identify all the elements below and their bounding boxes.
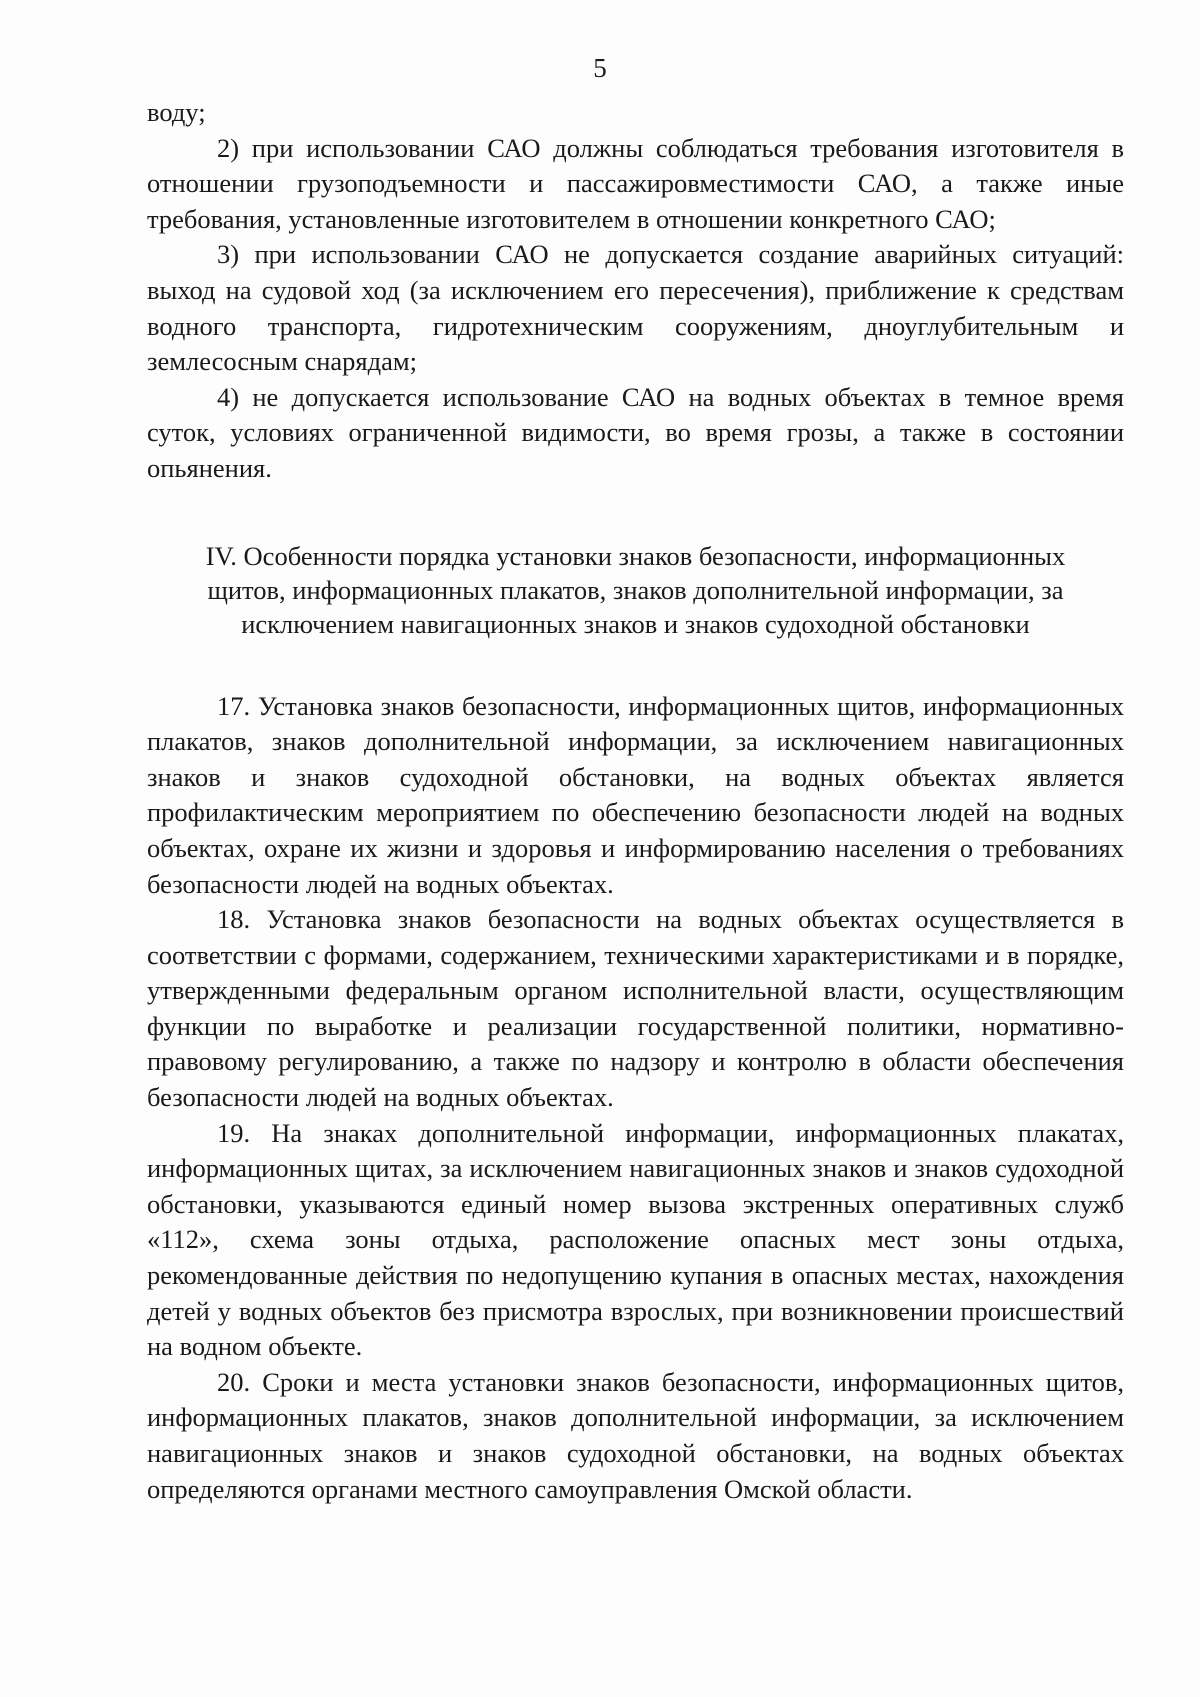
list-item-2: 2) при использовании САО должны соблюдаться требования изготовителя в отношении грузоподъемности и пассажировместимости САО, а также иные требования, установленные изготовителем в отношении конкретного САО; [147,132,1124,234]
list-item-3: 3) при использовании САО не допускается создание аварийных ситуаций: выход на судовой ход (за исключением его пересечения), приближение к средствам водного транспорта, гидротехническим сооружениям, дноуглубительным и землесосным снарядам; [147,239,1124,377]
section-heading: IV. Особенности порядка установки знаков безопасности, информационных щитов, информационных плакатов, знаков дополнительной информации, за исключением навигационных знаков и знаков судоходной обстановки [205,540,1066,639]
clause-19: 19. На знаках дополнительной информации, информационных плакатах, информационных щитах, за исключением навигационных знаков и знаков судоходной обстановки, указываются единый номер вызова экстренных оперативных служб «112», схема зоны отдыха, расположение опасных мест зоны отдыха, рекомендованные действия по недопущению купания в опасных местах, нахождения детей у водных объектов без присмотра взрослых, при возникновении происшествий на водном объекте. [147,1117,1124,1362]
paragraph-continuation: воду; [147,97,206,127]
clause-17: 17. Установка знаков безопасности, информационных щитов, информационных плакатов, знаков дополнительной информации, за исключением навигационных знаков и знаков судоходной обстановки, на водных объектах является профилактическим мероприятием по обеспечению безопасности людей на водных объектах, охране их жизни и здоровья и информированию населения о требованиях безопасности людей на водных объектах. [147,690,1124,899]
page-number: 5 [593,53,607,83]
list-item-4: 4) не допускается использование САО на водных объектах в темное время суток, условиях ограниченной видимости, во время грозы, а также в состоянии опьянения. [147,381,1124,483]
clause-18: 18. Установка знаков безопасности на водных объектах осуществляется в соответствии с формами, содержанием, техническими характеристиками и в порядке, утвержденными федеральным органом исполнительной власти, осуществляющим функции по выработке и реализации государственной политики, нормативно-правовому регулированию, а также по надзору и контролю в области обеспечения безопасности людей на водных объектах. [147,904,1124,1113]
document-body [147,95,1124,1507]
clause-20: 20. Сроки и места установки знаков безопасности, информационных щитов, информационных плакатов, знаков дополнительной информации, за исключением навигационных знаков и знаков судоходной обстановки, на водных объектах определяются органами местного самоуправления Омской области. [147,1366,1124,1504]
